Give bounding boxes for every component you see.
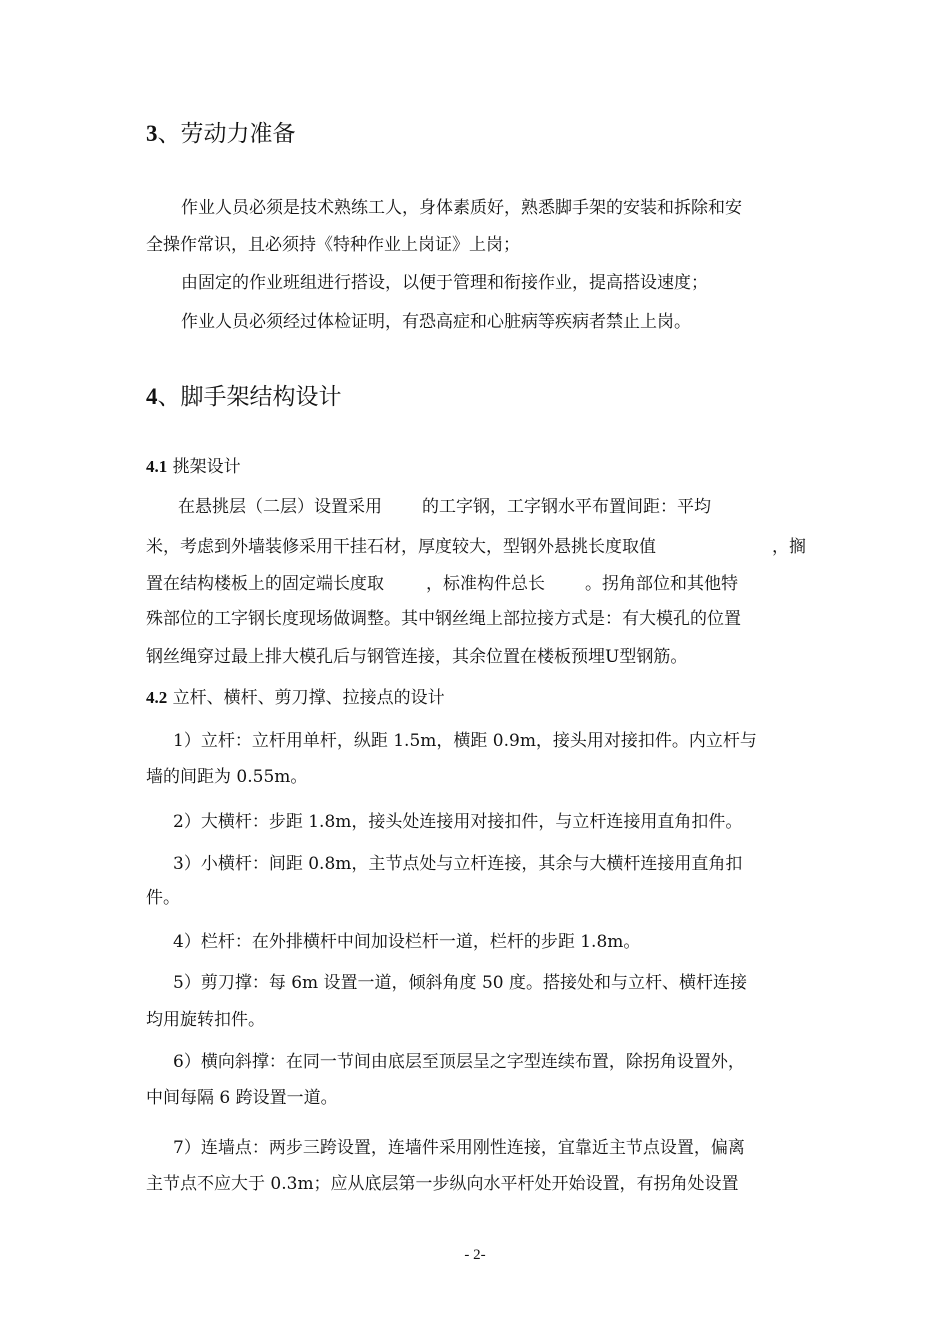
list-item-line: 墙的间距为 0.55m。 — [146, 767, 308, 787]
text-segment: ，标准构件总长 — [426, 574, 545, 594]
paragraph-line: 全操作常识，且必须持《特种作业上岗证》上岗； — [146, 235, 520, 255]
section-4-heading — [146, 382, 342, 412]
paragraph-line: 作业人员必须是技术熟练工人，身体素质好，熟悉脚手架的安装和拆除和安 — [181, 198, 742, 218]
paragraph-line: 作业人员必须经过体检证明，有恐高症和心脏病等疾病者禁止上岗。 — [181, 312, 691, 332]
text-segment: 米，考虑到外墙装修采用干挂石材，厚度较大，型钢外悬挑长度取值 — [146, 537, 656, 557]
list-item-line: 件。 — [146, 888, 180, 908]
list-item-line: 7）连墙点：两步三跨设置，连墙件采用刚性连接，宜靠近主节点设置，偏离 — [173, 1138, 745, 1158]
subsection-4-1-title: 挑架设计 — [167, 457, 241, 477]
text-segment: ，搁 — [772, 537, 806, 557]
paragraph-line: 钢丝绳穿过最上排大模孔后与钢管连接，其余位置在楼板预埋U型钢筋。 — [146, 647, 688, 667]
subsection-4-1-heading — [146, 455, 241, 479]
text-segment: 的工字钢，工字钢水平布置间距：平均 — [422, 497, 711, 517]
subsection-4-2-title: 立杆、横杆、剪刀撑、拉接点的设计 — [167, 688, 445, 708]
section-4-number: 4 — [146, 384, 158, 409]
paragraph-line — [178, 495, 711, 519]
paragraph-line: 殊部位的工字钢长度现场做调整。其中钢丝绳上部拉接方式是：有大模孔的位置 — [146, 609, 741, 629]
list-item-line: 中间每隔 6 跨设置一道。 — [146, 1088, 338, 1108]
list-item-line: 主节点不应大于 0.3m；应从底层第一步纵向水平杆处开始设置，有拐角处设置 — [146, 1174, 739, 1194]
list-item-line: 4）栏杆：在外排横杆中间加设栏杆一道，栏杆的步距 1.8m。 — [173, 932, 641, 952]
text-segment: 置在结构楼板上的固定端长度取 — [146, 574, 384, 594]
subsection-4-1-number: 4.1 — [146, 457, 168, 476]
text-segment: 。拐角部位和其他特 — [585, 574, 738, 594]
list-item-line: 1）立杆：立杆用单杆，纵距 1.5m，横距 0.9m，接头用对接扣件。内立杆与 — [173, 731, 757, 751]
paragraph-line — [146, 535, 806, 559]
list-item-line: 2）大横杆：步距 1.8m，接头处连接用对接扣件，与立杆连接用直角扣件。 — [173, 812, 743, 832]
text-segment: 在悬挑层（二层）设置采用 — [178, 497, 382, 517]
list-item-line: 5）剪刀撑：每 6m 设置一道，倾斜角度 50 度。搭接处和与立杆、横杆连接 — [173, 973, 747, 993]
section-3-number: 3 — [146, 121, 158, 146]
section-4-title: 、脚手架结构设计 — [157, 384, 342, 410]
section-3-title: 、劳动力准备 — [157, 121, 296, 147]
paragraph-line — [146, 572, 738, 596]
list-item-line: 6）横向斜撑：在同一节间由底层至顶层呈之字型连续布置，除拐角设置外， — [173, 1052, 745, 1072]
page-number: - 2- — [464, 1247, 486, 1263]
subsection-4-2-heading — [146, 686, 445, 710]
list-item-line: 3）小横杆：间距 0.8m，主节点处与立杆连接，其余与大横杆连接用直角扣 — [173, 854, 743, 874]
section-3-heading — [146, 119, 296, 149]
paragraph-line: 由固定的作业班组进行搭设，以便于管理和衔接作业，提高搭设速度； — [181, 273, 708, 293]
list-item-line: 均用旋转扣件。 — [146, 1010, 265, 1030]
subsection-4-2-number: 4.2 — [146, 688, 168, 707]
